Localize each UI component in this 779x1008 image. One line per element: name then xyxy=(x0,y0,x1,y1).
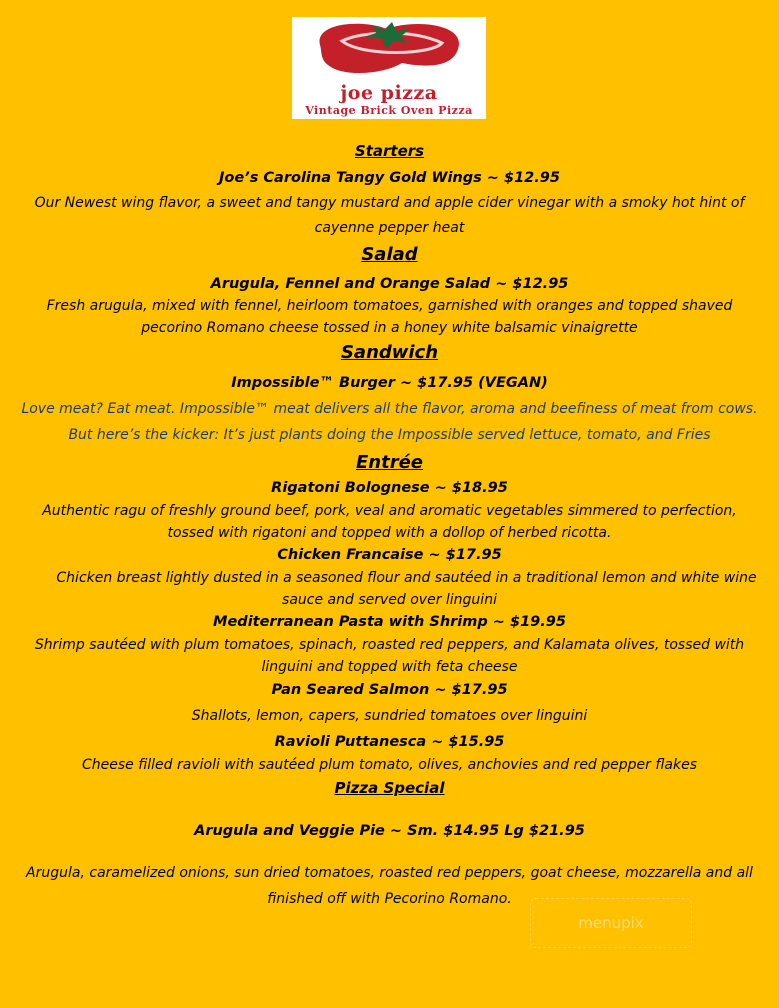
menu-item-description: finished off with Pecorino Romano. xyxy=(267,891,512,907)
menu-item-name: Impossible™ Burger ~ $17.95 (VEGAN) xyxy=(231,375,548,391)
menu-item-description: tossed with rigatoni and topped with a dollop of herbed ricotta. xyxy=(167,525,612,541)
menu-item-description: Love meat? Eat meat. Impossible™ meat delivers all the flavor, aroma and beefiness of meat from cows. xyxy=(21,401,758,417)
menu-item-description: Authentic ragu of freshly ground beef, pork, veal and aromatic vegetables simmered to perfection, xyxy=(42,503,737,519)
watermark: menupix xyxy=(530,898,692,948)
section-title-pizza-special: Pizza Special xyxy=(334,779,445,797)
menu-item-description: Arugula, caramelized onions, sun dried tomatoes, roasted red peppers, goat cheese, mozzarella and all xyxy=(26,865,753,881)
section-title-sandwich: Sandwich xyxy=(340,342,439,363)
menu-item-description: Fresh arugula, mixed with fennel, heirloom tomatoes, garnished with oranges and topped shaved xyxy=(46,298,733,314)
logo-name: joe pizza xyxy=(340,82,438,104)
menu-item-description: pecorino Romano cheese tossed in a honey white balsamic vinaigrette xyxy=(141,320,638,336)
menu-item-name: Joe’s Carolina Tangy Gold Wings ~ $12.95 xyxy=(219,170,560,186)
menu-item-description: Cheese filled ravioli with sautéed plum tomato, olives, anchovies and red pepper flakes xyxy=(81,757,697,773)
section-title-salad: Salad xyxy=(361,244,418,265)
menu-item-description: cayenne pepper heat xyxy=(314,220,465,236)
menu-item-description: Shallots, lemon, capers, sundried tomatoes over linguini xyxy=(191,708,588,724)
menu-item-name: Arugula, Fennel and Orange Salad ~ $12.95 xyxy=(210,276,569,292)
menu-item-description: Our Newest wing flavor, a sweet and tangy mustard and apple cider vinegar with a smoky hot hint of xyxy=(34,195,745,211)
tomato-icon xyxy=(292,17,486,87)
section-title-entree: Entrée xyxy=(355,452,423,473)
menu-item-description: sauce and served over linguini xyxy=(282,592,497,608)
menu-item-description: But here’s the kicker: It’s just plants doing the Impossible served lettuce, tomato, and Fries xyxy=(68,427,711,443)
menu-item-description: linguini and topped with feta cheese xyxy=(261,659,518,675)
menu-item-name: Ravioli Puttanesca ~ $15.95 xyxy=(274,734,505,750)
menu-item-name: Rigatoni Bolognese ~ $18.95 xyxy=(271,480,508,496)
menu-item-description: Chicken breast lightly dusted in a seasoned flour and sautéed in a traditional lemon and white wine xyxy=(56,570,757,586)
logo-tagline: Vintage Brick Oven Pizza xyxy=(305,104,473,117)
section-title-starters: Starters xyxy=(354,142,425,160)
menu-item-name: Mediterranean Pasta with Shrimp ~ $19.95 xyxy=(213,614,566,630)
restaurant-logo xyxy=(292,17,486,119)
menu-item-name: Chicken Francaise ~ $17.95 xyxy=(277,547,502,563)
menu-item-description: Shrimp sautéed with plum tomatoes, spinach, roasted red peppers, and Kalamata olives, tossed with xyxy=(34,637,745,653)
menu-item-name: Arugula and Veggie Pie ~ Sm. $14.95 Lg $21.95 xyxy=(194,823,585,839)
menu-item-name: Pan Seared Salmon ~ $17.95 xyxy=(271,682,508,698)
